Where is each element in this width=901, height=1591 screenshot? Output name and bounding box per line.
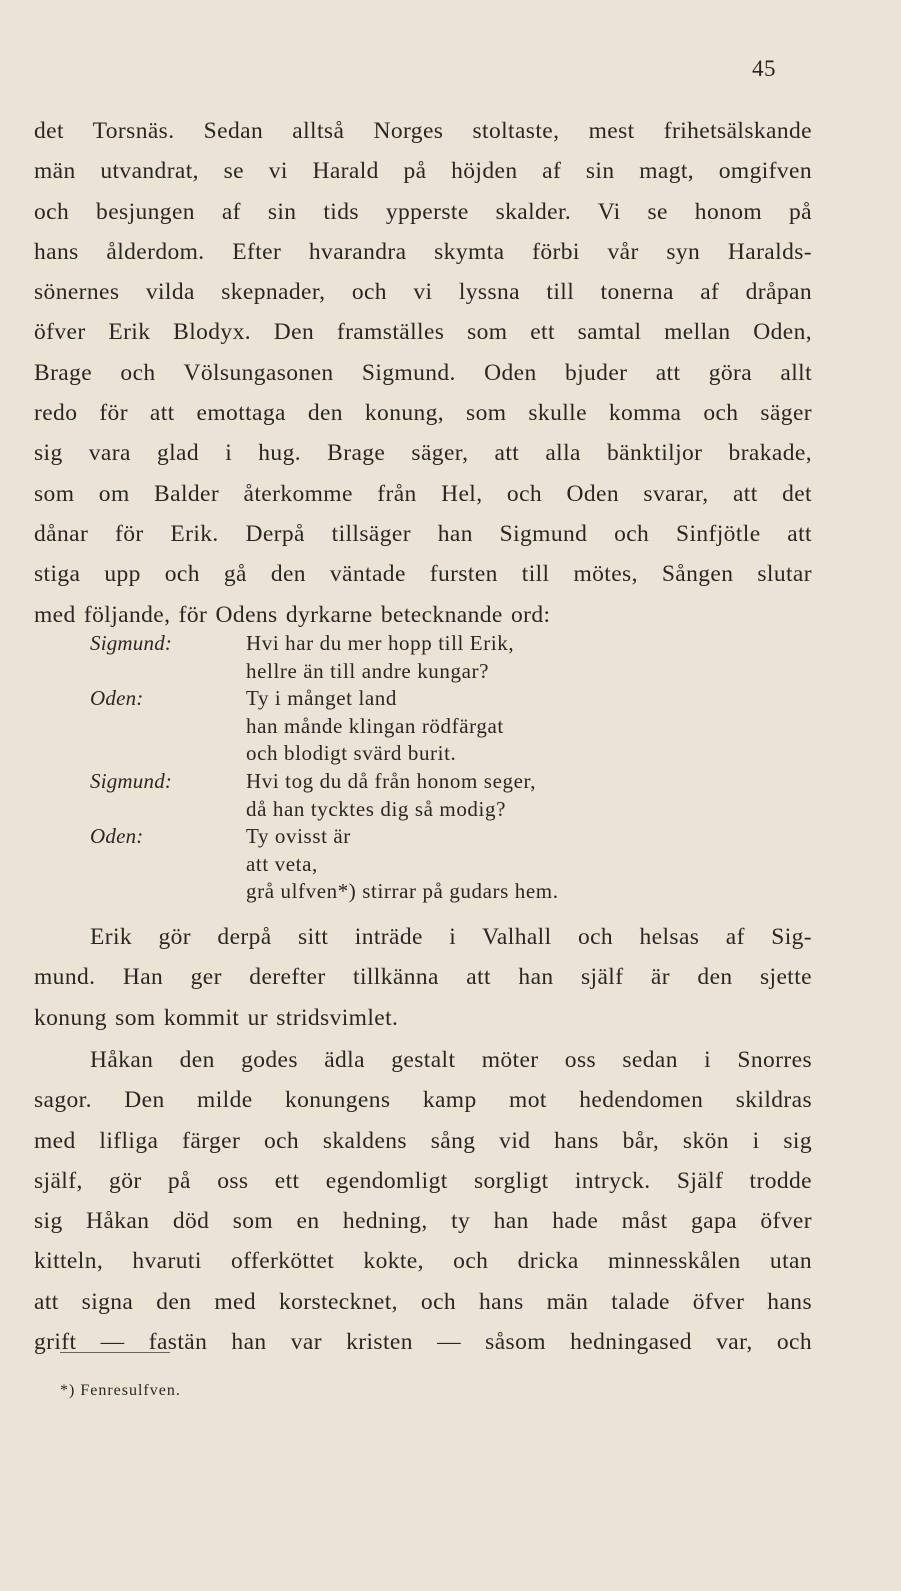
verse-text: Ty ovisst är: [246, 824, 351, 849]
text-line: som om Balder återkomme från Hel, och Oden svarar, att det: [34, 480, 812, 507]
footnote-divider: [60, 1352, 170, 1353]
speaker-label: Sigmund:: [90, 768, 173, 793]
verse-line: [90, 685, 690, 713]
speaker-label: Oden:: [90, 686, 144, 711]
text-line: sönernes vilda skepnader, och vi lyssna till tonerna af dråpan: [34, 279, 812, 306]
text-line: sig vara glad i hug. Brage säger, att alla bänktiljor brakade,: [34, 440, 812, 467]
paragraph-2: [34, 917, 812, 1038]
page-number: 45: [752, 56, 776, 81]
text-line: öfver Erik Blodyx. Den framställes som ett samtal mellan Oden,: [34, 319, 812, 346]
text-line: det Torsnäs. Sedan alltså Norges stoltaste, mest frihetsälskande: [34, 118, 812, 144]
paragraph-3: [34, 1040, 812, 1362]
text-line: hans ålderdom. Efter hvarandra skymta förbi vår syn Haralds-: [34, 238, 812, 265]
text-line: Brage och Völsungasonen Sigmund. Oden bjuder att göra allt: [34, 359, 812, 386]
verse-line: [90, 851, 690, 879]
verse-line: [90, 796, 690, 824]
verse-text: Hvi har du mer hopp till Erik,: [246, 631, 515, 655]
text-line: med lifliga färger och skaldens sång vid hans bår, skön i sig: [34, 1127, 812, 1154]
text-line: att signa den med korstecknet, och hans män talade öfver hans: [34, 1288, 812, 1315]
paragraph-1: [34, 111, 812, 635]
text-line: med följande, för Odens dyrkarne betecknande ord:: [34, 601, 551, 628]
text-line: och besjungen af sin tids ypperste skalder. Vi se honom på: [34, 198, 812, 225]
verse-text: att veta,: [246, 851, 318, 876]
verse-text: då han tycktes dig så modig?: [246, 796, 506, 821]
speaker-label: Sigmund:: [90, 631, 173, 655]
text-line: sig Håkan död som en hedning, ty han hade måst gapa öfver: [34, 1208, 812, 1235]
text-line: sagor. Den milde konungens kamp mot hedendomen skildras: [34, 1087, 812, 1114]
verse-text: hellre än till andre kungar?: [246, 658, 490, 683]
text-line: mund. Han ger derefter tillkänna att han själf är den sjette: [34, 964, 812, 991]
verse-line: [90, 878, 690, 906]
text-line: konung som kommit ur stridsvimlet.: [34, 1004, 399, 1031]
text-line: män utvandrat, se vi Harald på höjden af sin magt, omgifven: [34, 158, 812, 185]
verse-text: Ty i månget land: [246, 686, 398, 711]
text-line: Erik gör derpå sitt inträde i Valhall och helsas af Sig-: [90, 924, 812, 950]
verse-line: [90, 740, 690, 768]
verse-text: han månde klingan rödfärgat: [246, 713, 504, 738]
verse-text: och blodigt svärd burit.: [246, 741, 457, 766]
verse-line: [90, 658, 690, 686]
verse-line: [90, 713, 690, 741]
text-line: Håkan den godes ädla gestalt möter oss sedan i Snorres: [90, 1047, 812, 1073]
text-line: grift — fastän han var kristen — såsom hedningased var, och: [34, 1329, 812, 1356]
speaker-label: Oden:: [90, 824, 144, 849]
text-line: stiga upp och gå den väntade fursten till mötes, Sången slutar: [34, 561, 812, 588]
verse-line: [90, 630, 690, 658]
text-line: själf, gör på oss ett egendomligt sorgligt intryck. Själf trodde: [34, 1167, 812, 1194]
verse-dialogue: [90, 630, 690, 906]
verse-text: Hvi tog du då från honom seger,: [246, 768, 537, 793]
verse-text: grå ulfven*) stirrar på gudars hem.: [246, 879, 559, 904]
verse-line: [90, 768, 690, 796]
text-line: kitteln, hvaruti offerköttet kokte, och dricka minnesskålen utan: [34, 1248, 812, 1275]
verse-line: [90, 823, 690, 851]
text-line: dånar för Erik. Derpå tillsäger han Sigmund och Sinfjötle att: [34, 520, 812, 547]
text-line: redo för att emottaga den konung, som skulle komma och säger: [34, 400, 812, 427]
footnote: *) Fenresulfven.: [60, 1382, 181, 1399]
